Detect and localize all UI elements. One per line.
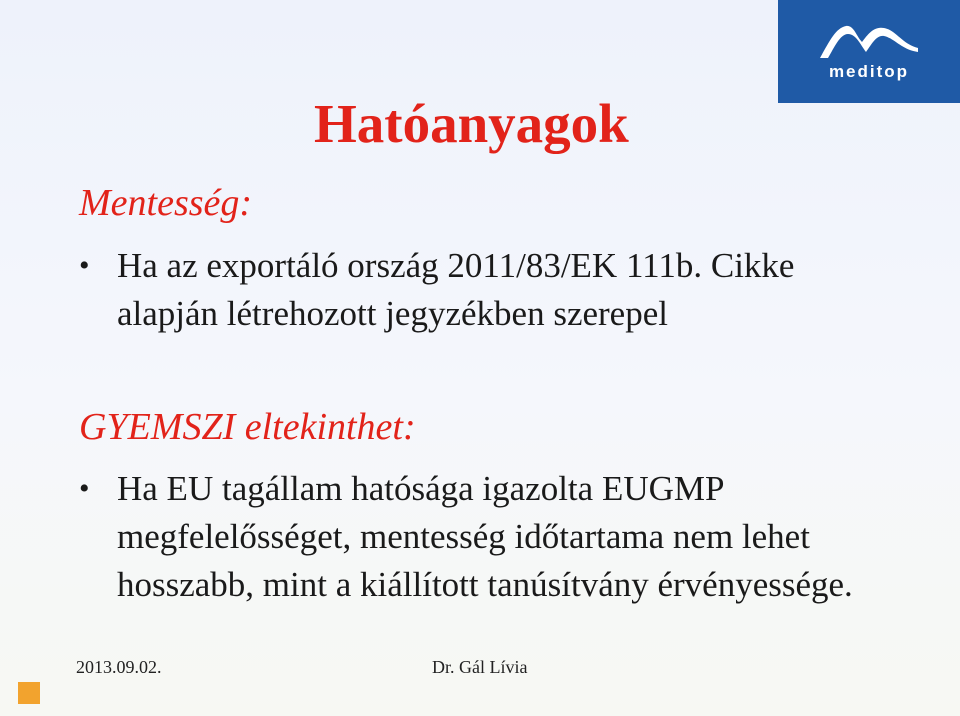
bullet-item-exemption (79, 242, 879, 338)
footer-date: 2013.09.02. (76, 657, 162, 677)
corner-decoration (18, 682, 40, 704)
bullet-text: Ha az exportáló ország 2011/83/EK 111b. Cikke alapján létrehozott jegyzékben szerepel (117, 246, 795, 333)
bullet-item-gyemszi (79, 465, 879, 609)
meditop-logo (778, 0, 960, 103)
footer-author: Dr. Gál Lívia (432, 657, 528, 677)
logo-text: meditop (828, 62, 910, 81)
section-heading-gyemszi: GYEMSZI eltekinthet: (79, 406, 416, 448)
wave-logo-icon (816, 20, 922, 60)
bullet-text: Ha EU tagállam hatósága igazolta EUGMP megfelelősséget, mentesség időtartama nem lehet hosszabb, mint a kiállított tanúsítvány érvényessége. (117, 469, 853, 604)
section-heading-exemption: Mentesség: (79, 182, 253, 224)
bullet-icon: • (79, 472, 90, 505)
bullet-icon: • (79, 249, 90, 282)
slide-title: Hatóanyagok (314, 93, 629, 154)
